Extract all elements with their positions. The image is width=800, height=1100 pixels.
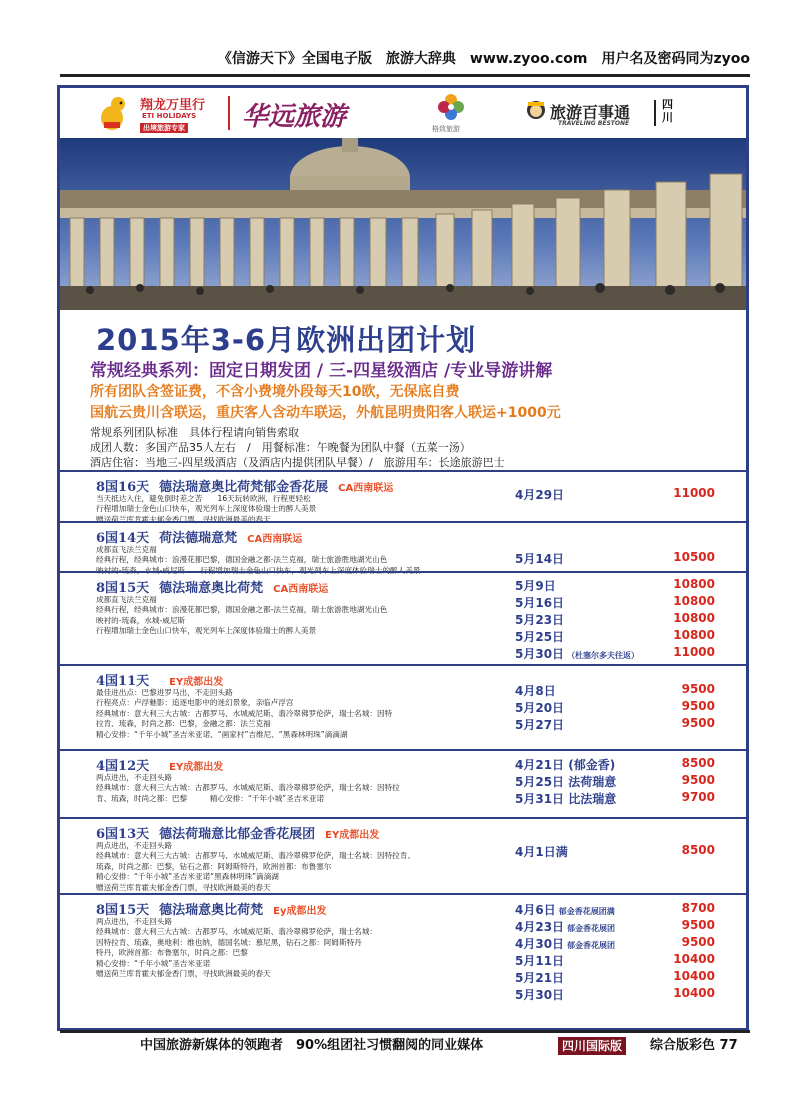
departure-date: 4月8日: [515, 684, 556, 698]
tour-description-line: 琉森，时尚之都：巴黎，钻石之都：阿姆斯特丹，欧洲首都：布鲁塞尔: [96, 861, 332, 871]
tour-heading: [96, 670, 223, 689]
departure-row: [515, 594, 735, 611]
flower-logo-icon: [436, 92, 466, 122]
tour-heading: [96, 476, 393, 495]
tour-description-line: 经典城市：意大利三大古城：古都罗马、水城威尼斯、翡冷翠佛罗伦萨，瑞士名城：: [96, 927, 377, 937]
departure-date: 4月30日: [515, 937, 565, 951]
tour-duration: 8国15天: [96, 903, 150, 918]
tour-description-line: 经典城市：意大利三大古城：古都罗马、水城威尼斯、翡冷翠佛罗伦萨，瑞士名城：因特拉肯、: [96, 851, 415, 861]
header-bar: [60, 46, 750, 77]
eti-tag: 出境旅游专家: [140, 123, 188, 133]
departure-row: [515, 790, 735, 807]
departure-price: 9500: [681, 716, 715, 730]
departure-row: [515, 699, 735, 716]
bestone-mascot-icon: [525, 100, 547, 124]
huayuan-logo: 华远旅游: [242, 102, 347, 132]
departure-price: 9500: [681, 699, 715, 713]
gezhi-name: 格致旅游: [432, 125, 460, 133]
tour-duration: 6国14天: [96, 531, 150, 546]
tour-description-line: 精心安排：“千年小城”圣吉米亚诺、“画家村”吉维尼、“黑森林明珠”滴滴湖: [96, 729, 348, 739]
tour-description-line: 赠送荷兰库肯霍夫郁金香门票，寻找欧洲最美的春天: [96, 514, 271, 524]
departure-row: [515, 773, 735, 790]
tour-heading: [96, 823, 379, 842]
tour-description-line: 成都直飞法兰克福: [96, 595, 157, 604]
departure-row: [515, 682, 735, 699]
bestone-name: 旅游百事通: [550, 103, 631, 122]
departure-date-group: [515, 843, 571, 860]
tour-description-line: 经典行程，经典城市：浪漫花都巴黎，德国金融之都-法兰克福，瑞士旅游胜地湖光山色: [96, 605, 388, 615]
departure-row: [515, 969, 735, 986]
tour-description-line: 赠送荷兰库肯霍夫郁金香门票，寻找欧洲最美的春天: [96, 969, 271, 979]
departure-row: [515, 628, 735, 645]
tour-description-line: 精心安排：“千年小城”圣吉米亚诺“黑森林明珠”滴滴湖: [96, 872, 279, 882]
departure-row: [515, 952, 735, 969]
departure-date: 4月1日满: [515, 845, 568, 859]
tour-heading: [96, 527, 302, 546]
departure-date: 4月6日: [515, 903, 556, 917]
edition-badge: 四川国际版: [558, 1037, 626, 1055]
departure-date: 5月27日: [515, 718, 565, 732]
departure-date: 5月9日: [515, 579, 556, 593]
tour-destinations: 德法荷瑞意比郁金香花展团: [159, 827, 316, 842]
subtitle: 常规经典系列：固定日期发团 / 三-四星级酒店 /专业导游讲解: [90, 361, 553, 381]
tour-destinations: 德法瑞意奥比荷梵: [159, 581, 264, 596]
departure-price: 8700: [681, 901, 715, 915]
footer-slogan: 中国旅游新媒体的领跑者 90%组团社习惯翻阅的同业媒体: [140, 1038, 484, 1053]
departure-date: 4月23日: [515, 920, 565, 934]
tour-carrier: EY成都出发: [325, 830, 380, 841]
departure-date-group: [515, 773, 619, 790]
tour-section: [60, 749, 746, 819]
info-line-1: 常规系列团队标准 具体行程请向销售索取: [90, 426, 299, 439]
tour-description-line: 经典城市：意大利三大古城：古都罗马、水城威尼斯、翡冷翠佛罗伦萨，瑞士名城：因特拉: [96, 783, 400, 793]
departure-dates: [515, 577, 735, 662]
departure-dates: [515, 486, 735, 503]
tour-duration: 8国16天: [96, 480, 150, 495]
tour-description-line: 最佳进出点：巴黎进罗马出，不走回头路: [96, 688, 233, 697]
tour-heading: [96, 577, 328, 596]
departure-date-group: [515, 918, 615, 935]
tour-description-line: 特丹，欧洲首都：布鲁塞尔，时尚之都：巴黎: [96, 948, 248, 958]
tour-description: [96, 688, 516, 740]
tour-description-line: 经典城市：意大利三大古城：古都罗马、水城威尼斯、翡冷翠佛罗伦萨，瑞士名城：因特: [96, 708, 393, 718]
page-title: 2015年3-6月欧洲出团计划: [96, 323, 477, 357]
info-line-3: 酒店住宿：当地三-四星级酒店（及酒店内提供团队早餐）/ 旅游用车：长途旅游巴士: [90, 456, 505, 469]
tour-description: [96, 917, 516, 979]
departure-price: 9500: [681, 773, 715, 787]
tour-description-line: 行程增加瑞士金色山口快车，观光列车上深度体验瑞士的醉人美景: [96, 626, 317, 636]
departure-date-group: [515, 611, 567, 628]
tour-heading: [96, 899, 327, 918]
tour-section: [60, 893, 746, 1030]
departure-date-group: [515, 756, 618, 773]
tour-section: [60, 470, 746, 523]
tour-description-line: 映衬的-琉森，水城-威尼斯: [96, 615, 186, 625]
departure-date-group: [515, 935, 615, 952]
tour-description-line: 精心安排：“千年小城”圣吉米亚诺: [96, 958, 211, 968]
departure-price: 10800: [673, 611, 715, 625]
footer-bar: [60, 1030, 750, 1063]
departure-date-group: [515, 486, 567, 503]
hero-photo: [60, 138, 746, 310]
departure-date-group: [515, 986, 567, 1003]
departure-row: [515, 611, 735, 628]
departure-price: 10800: [673, 628, 715, 642]
tour-destinations: 德法瑞意奥比荷梵郁金香花展: [159, 480, 329, 495]
departure-date: 5月23日: [515, 613, 565, 627]
departure-date-group: [515, 628, 567, 645]
tour-description-line: 因特拉肯、琉森，奥地利：维也纳，德国名城：慕尼黑，钻石之都：阿姆斯特丹: [96, 937, 362, 947]
tour-description-line: 经典行程，经典城市：浪漫花都巴黎，德国金融之都-法兰克福，瑞士旅游胜地湖光山色: [96, 555, 388, 565]
st-peters-colonnade-image: [60, 138, 746, 310]
departure-date: 5月11日: [515, 954, 565, 968]
logo-strip: [60, 88, 746, 138]
departure-dates: [515, 550, 735, 567]
departure-price: 9500: [681, 682, 715, 696]
departure-row: [515, 935, 735, 952]
departure-date: 5月25日: [515, 630, 565, 644]
bestone-en: TRAVELING BESTONE: [558, 120, 630, 127]
departure-price: 11000: [673, 486, 715, 500]
departure-date: 5月31日 比法瑞意: [515, 792, 617, 806]
departure-date-group: [515, 901, 615, 918]
header-text: 《信游天下》全国电子版 旅游大辞典 www.zyoo.com 用户名及密码同为zyoo: [217, 51, 750, 67]
tour-duration: 4国12天: [96, 759, 150, 774]
departure-note: （杜塞尔多夫往返）: [567, 651, 640, 660]
tour-section: [60, 571, 746, 666]
departure-date-group: [515, 577, 559, 594]
departure-date: 5月14日: [515, 552, 565, 566]
note-visa: 所有团队含签证费，不含小费境外段每天10欧，无保底自费: [90, 384, 460, 400]
tour-description-line: 两点进出，不走回头路: [96, 773, 172, 782]
tour-carrier: CA西南联运: [338, 483, 394, 494]
logo-divider-2: [654, 100, 656, 126]
departure-date: 5月30日: [515, 647, 565, 661]
departure-date: 5月25日 法荷瑞意: [515, 775, 617, 789]
tour-description-line: 行程增加瑞士金色山口快车，观光列车上深度体验瑞士的醉人美景: [96, 504, 317, 514]
departure-price: 10400: [673, 952, 715, 966]
tour-destinations: 德法瑞意奥比荷梵: [159, 903, 264, 918]
departure-date: 5月16日: [515, 596, 565, 610]
departure-date: 5月20日: [515, 701, 565, 715]
departure-dates: [515, 901, 735, 1003]
departure-date: 4月29日: [515, 488, 565, 502]
tour-carrier: Ey成都出发: [273, 906, 327, 917]
departure-date-group: [515, 699, 567, 716]
departure-date-group: [515, 645, 639, 662]
eti-en: ETI HOLIDAYS: [142, 112, 197, 120]
tour-duration: 6国13天: [96, 827, 150, 842]
tour-description-line: 当天抵达入住，避免倒时差之苦 16天玩转欧洲，行程更轻松: [96, 494, 311, 503]
logo-divider: [228, 96, 230, 130]
departure-date-group: [515, 682, 559, 699]
page-label: 综合版彩色 77: [650, 1038, 738, 1053]
tour-carrier: CA西南联运: [273, 584, 329, 595]
departure-note: 郁金香花展团: [567, 924, 616, 933]
departure-price: 10800: [673, 594, 715, 608]
departure-row: [515, 901, 735, 918]
tour-carrier: EY成都出发: [169, 677, 224, 688]
info-line-2: 成团人数：多国产品35人左右 / 用餐标准：午晚餐为团队中餐（五菜一汤）: [90, 441, 471, 454]
tour-description-line: 两点进出，不走回头路: [96, 841, 172, 850]
tour-duration: 4国11天: [96, 674, 150, 689]
tour-section: [60, 664, 746, 751]
tour-description-line: 两点进出，不走回头路: [96, 917, 172, 926]
departure-date-group: [515, 550, 567, 567]
departure-date: 5月30日: [515, 988, 565, 1002]
departure-date: 4月21日 (郁金香): [515, 758, 616, 772]
tour-description-line: 映衬的-琉森，水城-威尼斯 行程增加瑞士金色山口快车，观光列车上深度体验瑞士的醉人美景: [96, 565, 421, 575]
eti-name: 翔龙万里行: [140, 98, 206, 113]
kangaroo-logo-icon: [90, 94, 134, 134]
tour-description-line: 拉肯、琉森，时尚之都：巴黎，金融之都：法兰克福: [96, 719, 271, 729]
departure-row: [515, 716, 735, 733]
departure-dates: [515, 756, 735, 807]
departure-row: [515, 645, 735, 662]
departure-price: 8500: [681, 843, 715, 857]
departure-dates: [515, 843, 735, 860]
note-transfer: 国航云贵川含联运，重庆客人含动车联运，外航昆明贵阳客人联运+1000元: [90, 405, 561, 421]
departure-row: [515, 486, 735, 503]
departure-price: 11000: [673, 645, 715, 659]
tour-description-line: 赠送荷兰库肯霍夫郁金香门票，寻找欧洲最美的春天: [96, 882, 271, 892]
tour-section: [60, 521, 746, 573]
departure-row: [515, 918, 735, 935]
tour-duration: 8国15天: [96, 581, 150, 596]
departure-price: 10500: [673, 550, 715, 564]
departure-dates: [515, 682, 735, 733]
departure-row: [515, 756, 735, 773]
departure-price: 9700: [681, 790, 715, 804]
tour-section: [60, 817, 746, 895]
tour-heading: [96, 755, 223, 774]
departure-note: 郁金香花展团满: [558, 907, 615, 916]
tour-carrier: CA西南联运: [247, 534, 303, 545]
departure-price: 10400: [673, 969, 715, 983]
departure-price: 9500: [681, 918, 715, 932]
departure-date-group: [515, 969, 567, 986]
departure-price: 10800: [673, 577, 715, 591]
tour-carrier: EY成都出发: [169, 762, 224, 773]
sichuan-mark: 四川: [662, 98, 673, 124]
tour-destinations: 荷法德瑞意梵: [159, 531, 238, 546]
tour-description: [96, 773, 516, 804]
departure-date: 5月21日: [515, 971, 565, 985]
departure-row: [515, 577, 735, 594]
departure-price: 8500: [681, 756, 715, 770]
departure-date-group: [515, 952, 567, 969]
tour-description: [96, 841, 516, 893]
departure-row: [515, 843, 735, 860]
departure-date-group: [515, 790, 619, 807]
departure-price: 10400: [673, 986, 715, 1000]
tour-description-line: 成都直飞法兰克福: [96, 545, 157, 554]
tour-description-line: 行程亮点：卢浮魅影：追逐电影中的迷幻景象，亲临卢浮宫: [96, 698, 294, 708]
ad-frame: [57, 85, 749, 1031]
departure-price: 9500: [681, 935, 715, 949]
tour-description: [96, 595, 516, 637]
departure-note: 郁金香花展团: [567, 941, 616, 950]
departure-date-group: [515, 594, 567, 611]
tour-description-line: 肯、琉森，时尚之都：巴黎 精心安排：“千年小城”圣吉米亚诺: [96, 793, 325, 803]
departure-date-group: [515, 716, 567, 733]
departure-row: [515, 550, 735, 567]
departure-row: [515, 986, 735, 1003]
